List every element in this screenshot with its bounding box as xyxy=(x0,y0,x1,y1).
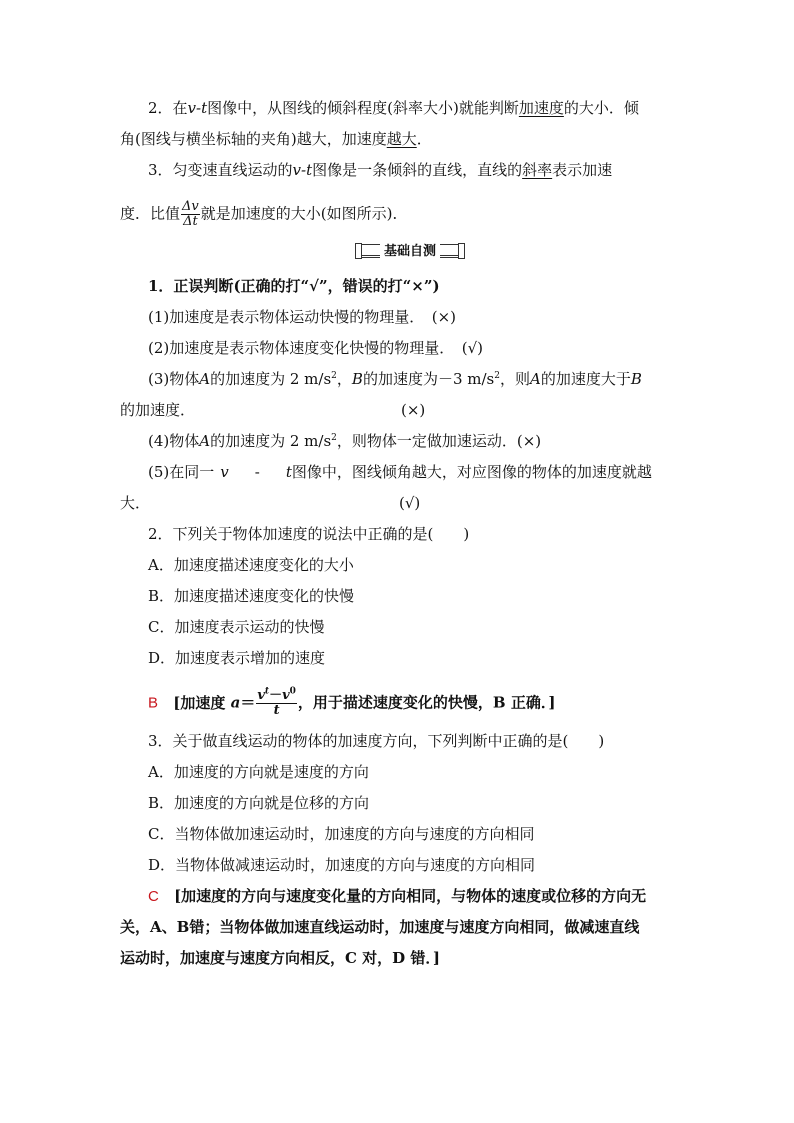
q3-option-b: B．加速度的方向就是位移的方向 xyxy=(148,794,370,812)
q1-statement-5-mark: (√) xyxy=(399,494,421,512)
q2-explanation: B [加速度 a＝ $\frac{v^t-v^0}{t}$ ，用于描述速度变化的快慢，B 正确．] xyxy=(148,686,556,718)
para2-line1: 2．在v-t图像中，从图线的倾斜程度(斜率大小)就能判断加速度的大小．倾 xyxy=(148,99,639,117)
q3-explanation-line2: 关，A、B错；当物体做加速直线运动时，加速度与速度方向相同，做减速直线 xyxy=(120,918,640,936)
q3-explanation-line1: C [加速度的方向与速度变化量的方向相同，与物体的速度或位移的方向无 xyxy=(148,887,647,905)
q3-answer-letter: C xyxy=(148,888,159,905)
para3-line1: 3．匀变速直线运动的v-t图像是一条倾斜的直线，直线的斜率表示加速 xyxy=(148,161,613,179)
q2-stem: 2．下列关于物体加速度的说法中正确的是( ) xyxy=(148,525,470,543)
q1-statement-3-mark: (×) xyxy=(401,401,426,419)
badge-label: 基础自测 xyxy=(380,243,440,258)
q1-statement-5-cont: 大． xyxy=(120,494,151,512)
q3-option-c: C．当物体做加速运动时，加速度的方向与速度的方向相同 xyxy=(148,825,535,843)
q3-stem: 3．关于做直线运动的物体的加速度方向，下列判断中正确的是( ) xyxy=(148,732,605,750)
delta-v-over-delta-t: $\frac{\Delta v}{\Delta t}$ xyxy=(182,199,199,229)
q2-option-c: C．加速度表示运动的快慢 xyxy=(148,618,325,636)
badge-cap-right xyxy=(458,243,465,259)
q1-title: 1．正误判断(正确的打“√”，错误的打“×”) xyxy=(148,277,440,295)
section-badge xyxy=(355,243,465,259)
para3-line2: 度．比值 $\frac{\Delta v}{\Delta t}$ 就是加速度的大小(如图所示)． xyxy=(120,199,408,229)
q1-statement-1: (1)加速度是表示物体运动快慢的物理量． (×) xyxy=(148,308,457,326)
q1-statement-2: (2)加速度是表示物体速度变化快慢的物理量． (√) xyxy=(148,339,484,357)
acceleration-formula-fraction: $\frac{v^t-v^0}{t}$ xyxy=(257,686,296,718)
q3-option-d: D．当物体做减速运动时，加速度的方向与速度的方向相同 xyxy=(148,856,536,874)
q3-explanation-line3: 运动时，加速度与速度方向相反，C 对，D 错．] xyxy=(120,949,440,967)
q1-statement-3-cont: 的加速度． xyxy=(120,401,196,419)
q1-statement-4: (4)物体A的加速度为 2 $m/s^2$，则物体一定做加速运动．(×) xyxy=(148,432,542,450)
badge-cap-left xyxy=(355,243,362,259)
para2-line2: 角(图线与横坐标轴的夹角)越大，加速度越大． xyxy=(120,130,432,148)
q2-option-b: B．加速度描述速度变化的快慢 xyxy=(148,587,355,605)
q2-option-a: A．加速度描述速度变化的大小 xyxy=(148,556,354,574)
q3-option-a: A．加速度的方向就是速度的方向 xyxy=(148,763,369,781)
q1-statement-5: (5)在同一 v - t图像中，图线倾角越大，对应图像的物体的加速度就越 xyxy=(148,463,652,481)
q2-option-d: D．加速度表示增加的速度 xyxy=(148,649,326,667)
q1-statement-3: (3)物体A的加速度为 2 $m/s^2$，B的加速度为－3 $m/s^2$，则A的加速度大于B xyxy=(148,370,642,388)
q2-answer-letter: B xyxy=(148,694,159,712)
